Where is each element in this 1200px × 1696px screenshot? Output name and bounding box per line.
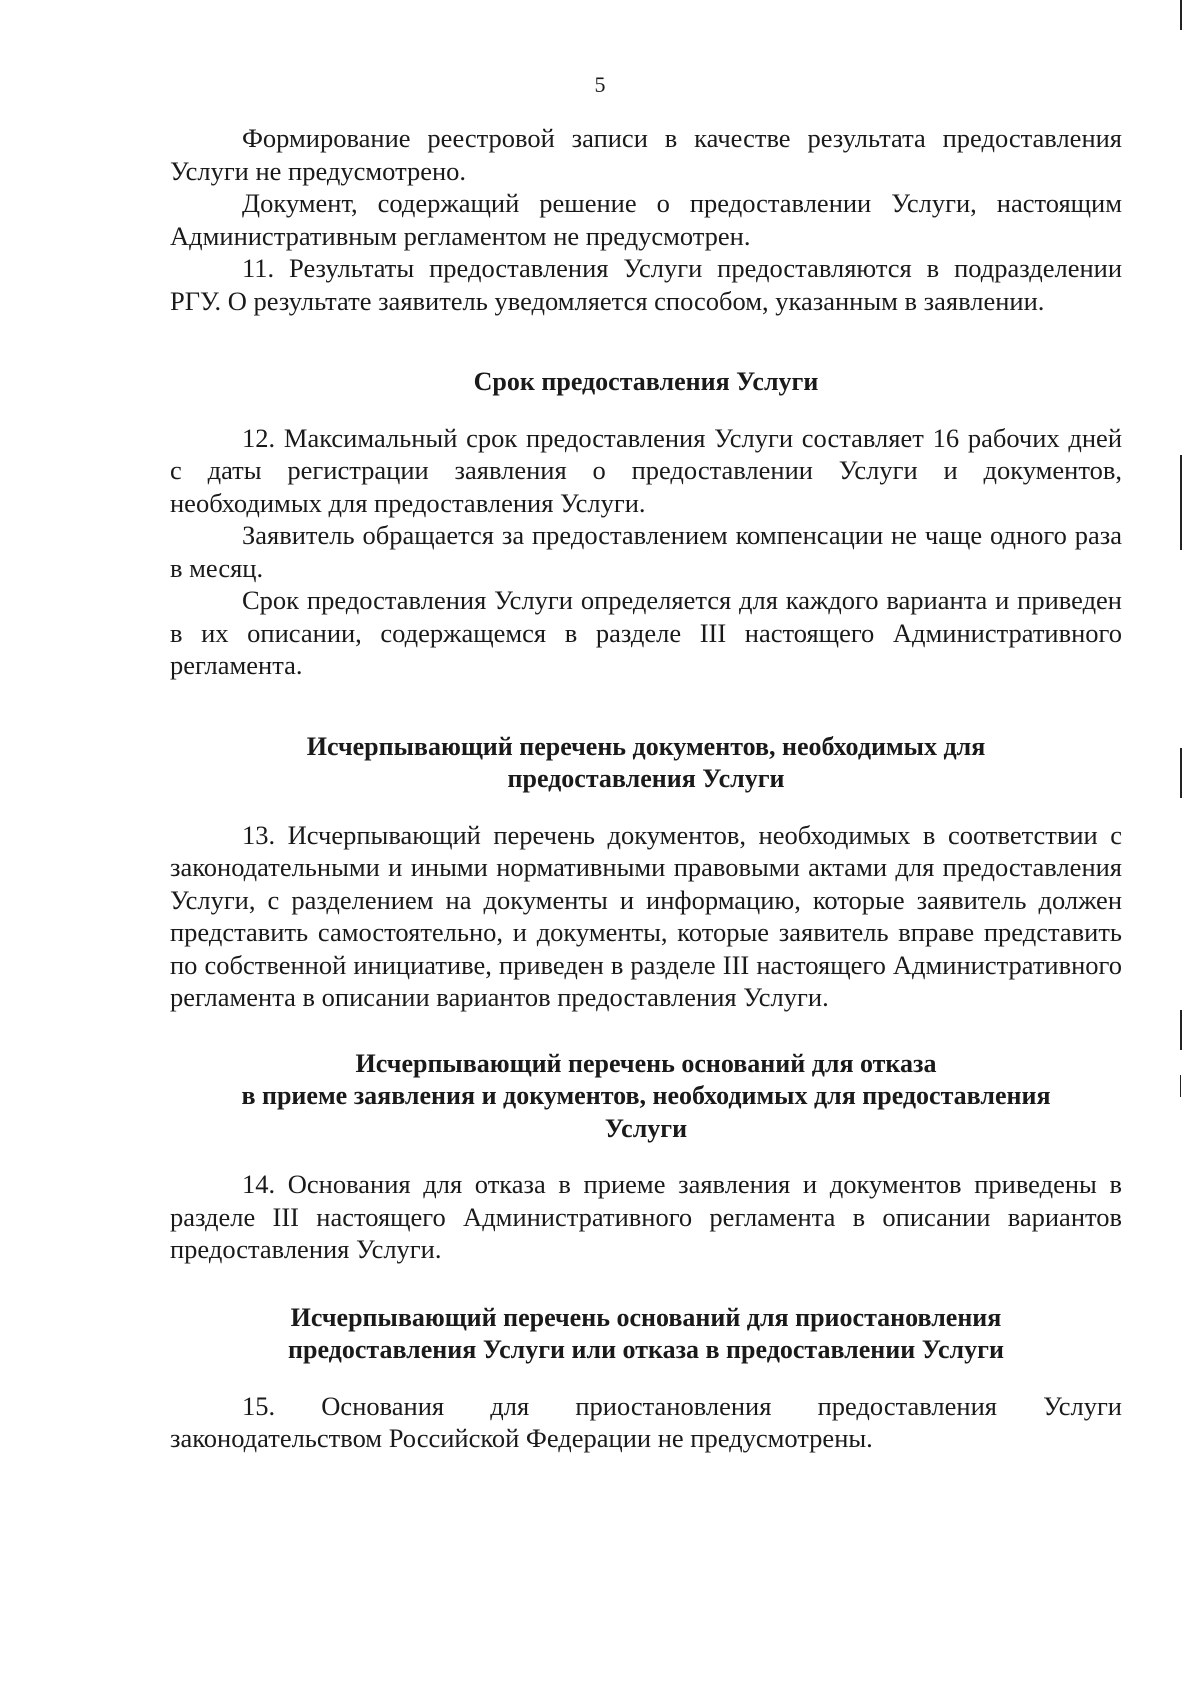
paragraph-registry-record: Формирование реестровой записи в качестве результата предоставления Услуги не предусмотрено.: [170, 123, 1122, 186]
document-body: [170, 122, 1122, 1455]
scan-edge-mark: [1180, 0, 1182, 30]
heading-refusal-grounds: [170, 1048, 1122, 1146]
heading-line: предоставления Услуги или отказа в предоставлении Услуги: [288, 1335, 1004, 1364]
heading-line: предоставления Услуги: [507, 764, 785, 793]
heading-suspension-grounds: [170, 1302, 1122, 1367]
scan-edge-mark: [1180, 1010, 1182, 1050]
paragraph-decision-document: Документ, содержащий решение о предоставлении Услуги, настоящим Административным регламентом не предусмотрен.: [170, 188, 1122, 251]
page-number: 5: [594, 72, 606, 97]
scan-edge-mark: [1180, 455, 1182, 550]
paragraph-12-max-term: 12. Максимальный срок предоставления Услуги составляет 16 рабочих дней с даты регистрации заявления о предоставлении Услуги и документов, необходимых для предоставления Услуги.: [170, 422, 1122, 518]
heading-line: Исчерпывающий перечень документов, необходимых для: [306, 731, 986, 761]
paragraph-14-refusal: 14. Основания для отказа в приеме заявления и документов приведены в разделе III настоящего Административного регламента в описании вариантов предоставления Услуги.: [170, 1169, 1122, 1264]
paragraph-13-documents: 13. Исчерпывающий перечень документов, необходимых в соответствии с законодательными и иными нормативными правовыми актами для предоставления Услуги, с разделением на документы и информацию, которые заявитель должен представить самостоятельно, и документы, которые заявитель вправе представить по собственной инициативе, приведен в разделе III настоящего Административного регламента в описании вариантов предоставления Услуги.: [170, 819, 1122, 1012]
paragraph-15-suspension: 15. Основания для приостановления предоставления Услуги законодательством Российской Федерации не предусмотрены.: [170, 1390, 1122, 1453]
paragraph-compensation-frequency: Заявитель обращается за предоставлением компенсации не чаще одного раза в месяц.: [170, 520, 1122, 583]
paragraph-term-per-variant: Срок предоставления Услуги определяется для каждого варианта и приведен в их описании, содержащемся в разделе III настоящего Административного регламента.: [170, 585, 1122, 680]
heading-line: Исчерпывающий перечень оснований для отказа: [355, 1048, 937, 1078]
heading-service-term: [170, 366, 1122, 399]
heading-line: Срок предоставления Услуги: [473, 367, 819, 396]
heading-line: Исчерпывающий перечень оснований для приостановления: [290, 1302, 1002, 1332]
heading-documents-list: [170, 731, 1122, 796]
heading-line: Услуги: [604, 1113, 688, 1143]
paragraph-11-results: 11. Результаты предоставления Услуги предоставляются в подразделении РГУ. О результате заявитель уведомляется способом, указанным в заявлении.: [170, 253, 1122, 316]
heading-line: в приеме заявления и документов, необходимых для предоставления: [241, 1081, 1051, 1110]
scan-edge-mark: [1180, 748, 1182, 798]
scan-edge-mark: [1180, 1075, 1181, 1097]
